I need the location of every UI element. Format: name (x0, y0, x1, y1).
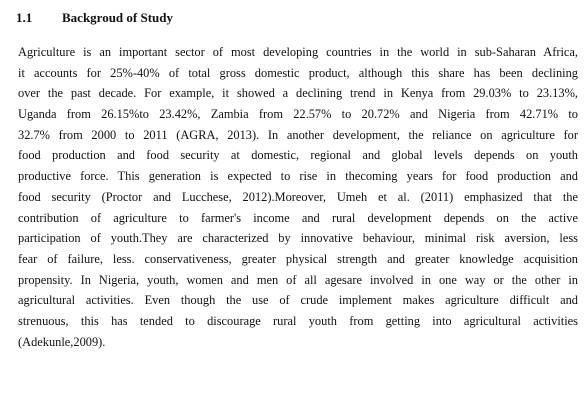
paragraph-line: participation of youth.They are characterized by innovative behaviour, minimal risk aversion, less (18, 231, 578, 246)
paragraph-line: (Adekunle,2009). (18, 334, 106, 349)
paragraph-line: contribution of agriculture to farmer's income and rural development depends on the active (18, 210, 578, 225)
paragraph-line: food security (Proctor and Lucchese, 2012).Moreover, Umeh et al. (2011) emphasized that the (18, 189, 578, 204)
paragraph-line: propensity. In Nigeria, youth, women and men of all agesare involved in one way or the other in (18, 272, 578, 287)
section-heading (16, 10, 173, 26)
paragraph-line: agricultural activities. Even though the use of crude implement makes agriculture difficult and (18, 293, 578, 308)
body-paragraph (18, 42, 578, 352)
paragraph-line: fear of failure, less. conservativeness, greater physical strength and greater knowledge acquisition (18, 251, 578, 266)
paragraph-line: strenuous, this has tended to discourage rural youth from getting into agricultural activities (18, 313, 578, 328)
section-number: 1.1 (16, 10, 33, 25)
section-title: Backgroud of Study (62, 10, 174, 25)
paragraph-line: food production and food security at domestic, regional and global levels depends on youth (18, 148, 578, 163)
paragraph-line: over the past decade. For example, it showed a declining trend in Kenya from 29.03% to 23.13%, (18, 86, 578, 101)
paragraph-line: Agriculture is an important sector of most developing countries in the world in sub-Saharan Africa, (18, 45, 578, 59)
paragraph-line: Uganda from 26.15%to 23.42%, Zambia from 22.57% to 20.72% and Nigeria from 42.71% to (18, 107, 578, 122)
paragraph-line: productive force. This generation is expected to rise in thecoming years for food production and (18, 169, 578, 184)
paragraph-line: 32.7% from 2000 to 2011 (AGRA, 2013). In another development, the reliance on agriculture for (18, 127, 578, 142)
paragraph-line: it accounts for 25%-40% of total gross domestic product, although this share has been declining (18, 65, 578, 80)
